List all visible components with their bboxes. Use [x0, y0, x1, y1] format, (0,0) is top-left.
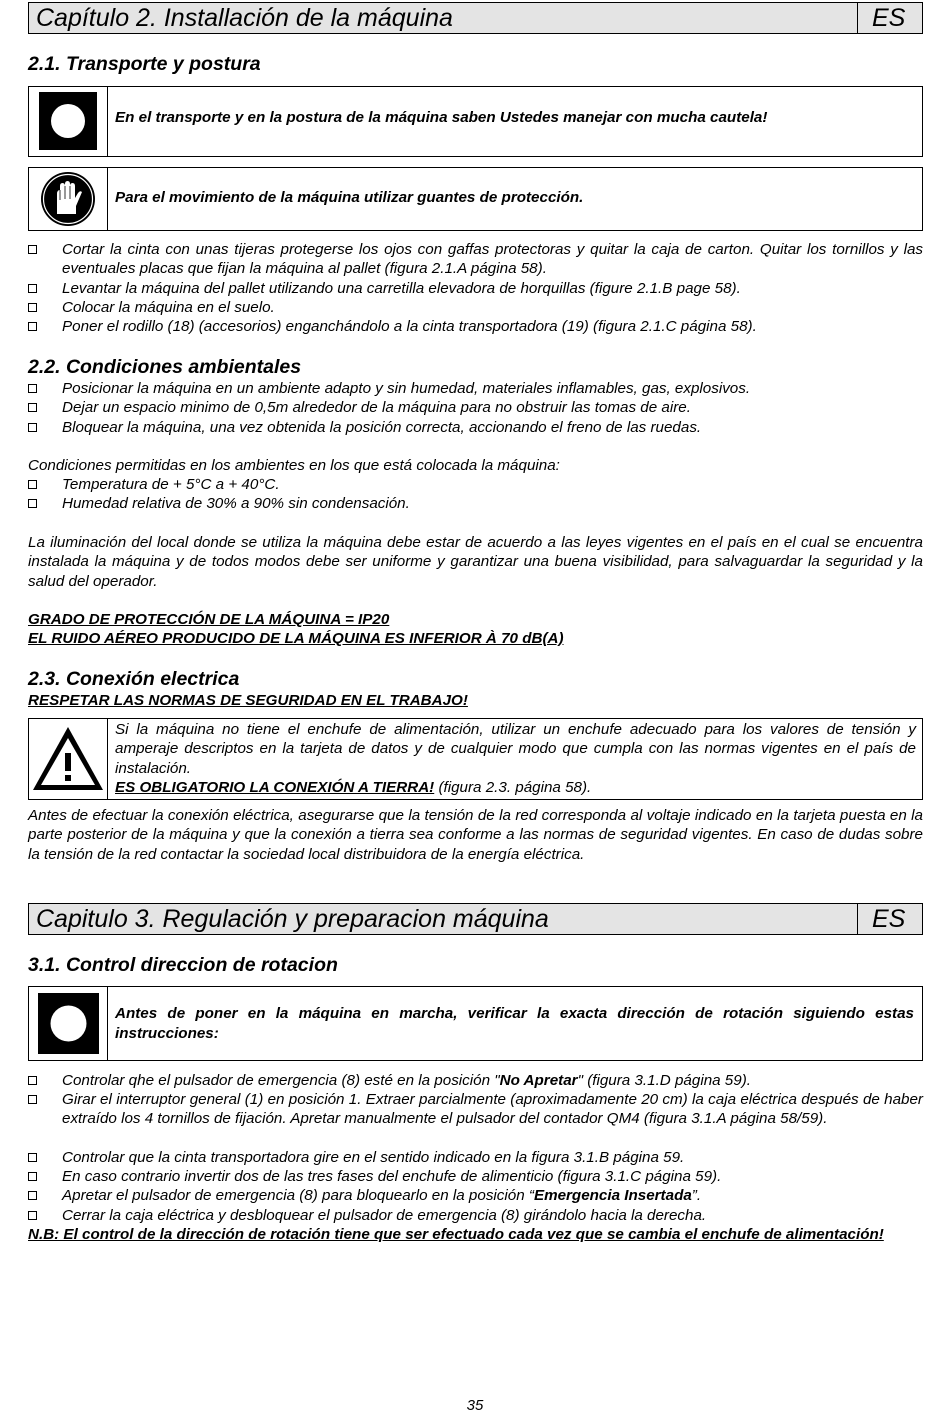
list-item: Cerrar la caja eléctrica y desbloquear el pulsador de emergencia (8) girándolo hacia la derecha.: [28, 1206, 923, 1225]
illumination-paragraph: La iluminación del local donde se utiliza la máquina debe estar de acuerdo a las leyes vigentes en el país en el cual se encuentra instalada la máquina y de todos modos debe ser uniforme y garantizar una buena visibilidad, para salvaguardar la seguridad y la salud del operador.: [28, 534, 923, 590]
earth-connection-notice: ES OBLIGATORIO LA CONEXIÓN A TIERRA!: [115, 779, 435, 797]
section-2-3-title: 2.3. Conexión electrica: [28, 668, 240, 690]
list-item: Humedad relativa de 30% a 90% sin condensación.: [28, 494, 923, 513]
warning-triangle-icon: [29, 719, 107, 799]
checkbox-bullet-icon: [28, 499, 37, 508]
mandatory-action-icon: [29, 87, 107, 156]
notice-text: Antes de poner en la máquina en marcha, verificar la exacta dirección de rotación siguiendo estas instrucciones:: [115, 1005, 914, 1042]
chapter-3-header: [28, 903, 923, 935]
mandatory-notice-box: [28, 986, 923, 1061]
language-code: ES: [872, 4, 906, 32]
checkbox-bullet-icon: [28, 423, 37, 432]
section-3-1-title: 3.1. Control direccion de rotacion: [28, 954, 338, 976]
language-code: ES: [872, 905, 906, 933]
list-item: Temperatura de + 5°C a + 40°C.: [28, 475, 923, 494]
chapter-2-header: [28, 2, 923, 34]
list-item: Controlar que la cinta transportadora gire en el sentido indicado en la figura 3.1.B página 59.: [28, 1148, 923, 1167]
warning-text: Si la máquina no tiene el enchufe de alimentación, utilizar un enchufe adecuado para los valores de tensión y amperaje descriptos en la tarjeta de datos y de cualquier modo que cumpla con las normas vigentes en el país de instalación.: [115, 721, 916, 777]
list-item: Bloquear la máquina, una vez obtenida la posición correcta, accionando el freno de las ruedas.: [28, 418, 923, 437]
checkbox-bullet-icon: [28, 1095, 37, 1104]
rotation-note: N.B: El control de la dirección de rotación tiene que ser efectuado cada vez que se cambia el enchufe de alimentación!: [28, 1226, 884, 1243]
list-item: Poner el rodillo (18) (accesorios) enganchándolo a la cinta transportadora (19) (figura 2.1.C página 58).: [28, 317, 923, 336]
list-item: Posicionar la máquina en un ambiente adapto y sin humedad, materiales inflamables, gas, explosivos.: [28, 379, 923, 398]
list-item: Girar el interruptor general (1) en posición 1. Extraer parcialmente (aproximadamente 20 cm) la caja eléctrica después de haber extraído los 4 tornillos de fijación. Apretar manualmente el pulsador del contador QM4 (figura 3.1.A página 58/59).: [28, 1090, 923, 1129]
notice-text: En el transporte y en la postura de la máquina saben Ustedes manejar con mucha cautela!: [115, 109, 768, 126]
list-item: Levantar la máquina del pallet utilizando una carretilla elevadora de horquillas (figure 2.1.B page 58).: [28, 279, 923, 298]
mandatory-notice-box: [28, 86, 923, 157]
chapter-2-title: Capítulo 2. Installación de la máquina: [36, 4, 453, 32]
list-item: Colocar la máquina en el suelo.: [28, 298, 923, 317]
notice-text: Para el movimiento de la máquina utilizar guantes de protección.: [115, 189, 584, 206]
checkbox-bullet-icon: [28, 322, 37, 331]
checkbox-bullet-icon: [28, 303, 37, 312]
chapter-3-title: Capitulo 3. Regulación y preparacion máquina: [36, 905, 549, 933]
noise-level: EL RUIDO AÉREO PRODUCIDO DE LA MÁQUINA ES INFERIOR À 70 dB(A): [28, 630, 564, 647]
warning-box: [28, 718, 923, 800]
protective-gloves-icon: [29, 168, 107, 230]
checkbox-bullet-icon: [28, 284, 37, 293]
section-2-1-title: 2.1. Transporte y postura: [28, 53, 261, 75]
conditions-intro: Condiciones permitidas en los ambientes en los que está colocada la máquina:: [28, 457, 560, 474]
checkbox-bullet-icon: [28, 480, 37, 489]
list-item: Apretar el pulsador de emergencia (8) para bloquearlo en la posición “Emergencia Insertada”.: [28, 1186, 923, 1205]
checkbox-bullet-icon: [28, 1191, 37, 1200]
checkbox-bullet-icon: [28, 384, 37, 393]
gloves-notice-box: [28, 167, 923, 231]
checkbox-bullet-icon: [28, 1211, 37, 1220]
list-item: En caso contrario invertir dos de las tres fases del enchufe de alimenticio (figura 3.1.C página 59).: [28, 1167, 923, 1186]
checkbox-bullet-icon: [28, 1076, 37, 1085]
checkbox-bullet-icon: [28, 245, 37, 254]
list-item: Dejar un espacio minimo de 0,5m alrededor de la máquina para no obstruir las tomas de aire.: [28, 398, 923, 417]
checkbox-bullet-icon: [28, 1172, 37, 1181]
protection-grade: GRADO DE PROTECCIÓN DE LA MÁQUINA = IP20: [28, 611, 390, 628]
language-code-cell: [857, 3, 923, 33]
checkbox-bullet-icon: [28, 403, 37, 412]
section-2-2-title: 2.2. Condiciones ambientales: [28, 356, 302, 378]
list-item: Controlar qhe el pulsador de emergencia (8) esté en la posición "No Apretar" (figura 3.1.D página 59).: [28, 1071, 923, 1090]
electrical-connection-paragraph: Antes de efectuar la conexión eléctrica, asegurarse que la tensión de la red corresponda al voltaje indicado en la tarjeta puesta en la parte posterior de la máquina y que la conexión a tierra sea conforme a las normas de seguridad vigentes. En caso de dudas sobre la tensión de la red contactar la sociedad local distribuidora de la energía eléctrica.: [28, 807, 923, 863]
safety-rules-notice: RESPETAR LAS NORMAS DE SEGURIDAD EN EL TRABAJO!: [28, 692, 468, 709]
list-item: Cortar la cinta con unas tijeras protegerse los ojos con gaffas protectoras y quitar la caja de carton. Quitar los tornillos y las eventuales placas que fijan la máquina al pallet (figura 2.1.A página 58).: [28, 240, 923, 279]
earth-figure-ref: (figura 2.3. página 58).: [434, 779, 592, 797]
checkbox-bullet-icon: [28, 1153, 37, 1162]
language-code-cell: [857, 904, 923, 934]
page-number: 35: [466, 1397, 484, 1414]
mandatory-action-icon: [29, 987, 107, 1060]
